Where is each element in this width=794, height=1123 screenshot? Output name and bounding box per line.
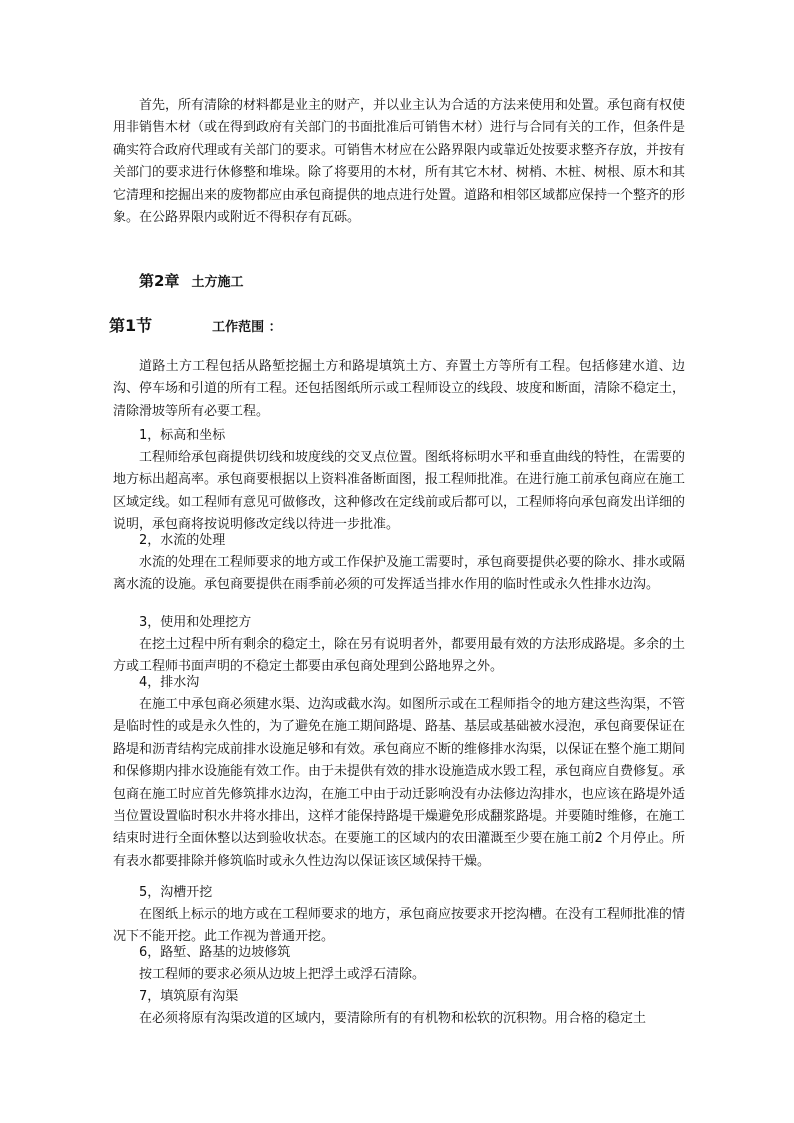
chapter-number: 第2章	[139, 272, 180, 290]
section-title: 工作范围 ：	[212, 320, 282, 335]
chapter-heading	[139, 270, 243, 291]
item-6-text: 按工程师的要求必须从边坡上把浮土或浮石清除。	[139, 967, 426, 982]
item-3-text: 在挖土过程中所有剩余的稳定土，除在另有说明者外，都要用最有效的方法形成路堤。多余的土方或工程师书面声明的不稳定土都要由承包商处理到公路地界之外。	[113, 637, 686, 675]
item-1-label: 1，标高和坐标	[139, 428, 226, 443]
item-4-text: 在施工中承包商必须建水渠、边沟或截水沟。如图所示或在工程师指令的地方建这些沟渠，不管是临时性的或是永久性的，为了避免在施工期间路堤、路基、基层或基础被水浸泡，承包商要保证在路堤和沥青结构完成前排水设施足够和有效。承包商应不断的维修排水沟渠，以保证在整个施工期间和保修期内排水设施能有效工作。由于未提供有效的排水设施造成水毁工程，承包商应自费修复。承包商在施工时应首先修筑排水边沟，在施工中由于动迁影响没有办法修边沟排水，也应该在路堤外适当位置设置临时积水井将水排出，这样才能保持路堤干燥避免形成翻浆路堤。并要随时维修，在施工结束时进行全面休整以达到验收状态。在要施工的区域内的农田灌溉至少要在施工前2 个月停止。所有表水都要排除并修筑临时或永久性边沟以保证该区域保持干燥。	[113, 697, 686, 869]
section-number: 第1节	[109, 316, 153, 335]
section-heading	[109, 313, 282, 336]
item-1-text: 工程师给承包商提供切线和坡度线的交叉点位置。图纸将标明水平和垂直曲线的特性，在需要的地方标出超高率。承包商要根据以上资料准备断面图，报工程师批准。在进行施工前承包商应在施工区域定线。如工程师有意见可做修改，这种修改在定线前或后都可以，工程师将向承包商发出详细的说明，承包商将按说明修改定线以待进一步批准。	[113, 450, 686, 533]
item-7-text: 在必须将原有沟渠改道的区域内，要清除所有的有机物和松软的沉积物。用合格的稳定土	[139, 1011, 647, 1026]
item-4-label: 4，排水沟	[139, 675, 200, 690]
item-7-label: 7，填筑原有沟渠	[139, 989, 239, 1004]
item-2-text: 水流的处理在工程师要求的地方或工作保护及施工需要时，承包商要提供必要的除水、排水或隔离水流的设施。承包商要提供在雨季前必须的可发挥适当排水作用的临时性或永久性排水边沟。	[113, 555, 686, 593]
intro-paragraph: 首先，所有清除的材料都是业主的财产，并以业主认为合适的方法来使用和处置。承包商有权使用非销售木材（或在得到政府有关部门的书面批准后可销售木材）进行与合同有关的工作，但条件是确实符合政府代理或有关部门的要求。可销售木材应在公路界限内或靠近处按要求整齐存放，并按有关部门的要求进行休修整和堆垛。除了将要用的木材，所有其它木材、树梢、木桩、树根、原木和其它清理和挖掘出来的废物都应由承包商提供的地点进行处置。道路和相邻区域都应保持一个整齐的形象。在公路界限内或附近不得积存有瓦砾。	[113, 98, 686, 226]
item-6-label: 6，路堑、路基的边坡修筑	[139, 945, 291, 960]
item-2-label: 2，水流的处理	[139, 533, 226, 548]
item-5-label: 5，沟槽开挖	[139, 885, 213, 900]
scope-paragraph: 道路土方工程包括从路堑挖掘土方和路堤填筑土方、弃置土方等所有工程。包括修建水道、边沟、停车场和引道的所有工程。还包括图纸所示或工程师设立的线段、坡度和断面，清除不稳定土，清除滑坡等所有必要工程。	[113, 359, 686, 419]
item-3-label: 3，使用和处理挖方	[139, 615, 252, 630]
item-5-text: 在图纸上标示的地方或在工程师要求的地方，承包商应按要求开挖沟槽。在没有工程师批准的情况下不能开挖。此工作视为普通开挖。	[113, 907, 686, 945]
chapter-title: 土方施工	[191, 275, 244, 290]
